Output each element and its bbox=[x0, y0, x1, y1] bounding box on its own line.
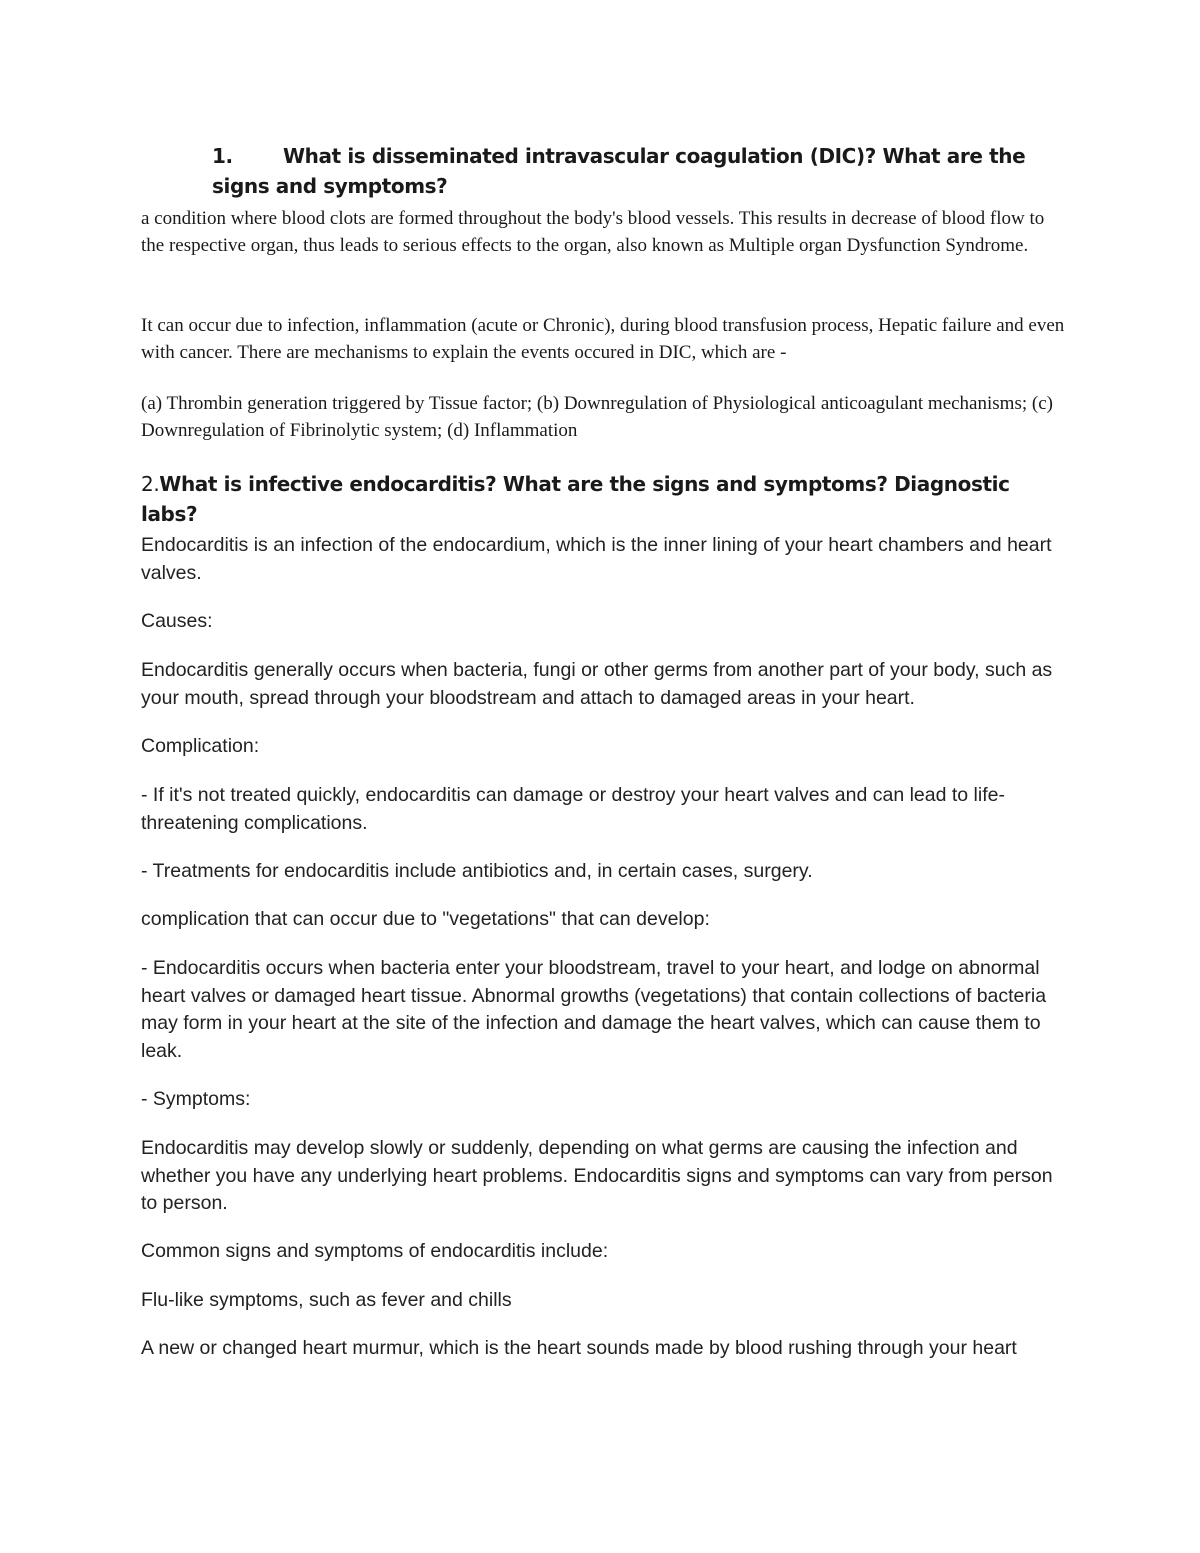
question-2-heading bbox=[141, 469, 1071, 529]
answer-2-causes-label: Causes: bbox=[141, 610, 213, 632]
answer-1-paragraph-mechanisms: (a) Thrombin generation triggered by Tissue factor; (b) Downregulation of Physiological anticoagulant mechanisms; (c) Downregulation of Fibrinolytic system; (d) Inflammation bbox=[141, 393, 1053, 441]
answer-1-paragraph-definition: a condition where blood clots are formed throughout the body's blood vessels. This results in decrease of blood flow to the respective organ, thus leads to serious effects to the organ, also known as Multiple organ Dysfunction Syndrome. bbox=[141, 208, 1045, 256]
answer-1-paragraph-causes: It can occur due to infection, inflammation (acute or Chronic), during blood transfusion process, Hepatic failure and even with cancer. There are mechanisms to explain the events occured in DIC, which are - bbox=[141, 315, 1065, 363]
answer-2-common-signs-label: Common signs and symptoms of endocarditis include: bbox=[141, 1240, 609, 1262]
answer-2-causes-text: Endocarditis generally occurs when bacteria, fungi or other germs from another part of your body, such as your mouth, spread through your bloodstream and attach to damaged areas in your heart. bbox=[141, 659, 1053, 709]
question-1-text: What is disseminated intravascular coagulation (DIC)? What are the signs and symptoms? bbox=[212, 144, 1026, 198]
answer-2-treatment-item: - Treatments for endocarditis include antibiotics and, in certain cases, surgery. bbox=[141, 860, 813, 882]
question-1-heading bbox=[212, 141, 1072, 201]
answer-2-vegetations-text: - Endocarditis occurs when bacteria enter your bloodstream, travel to your heart, and lodge on abnormal heart valves or damaged heart tissue. Abnormal growths (vegetations) that contain collections of bacteria may form in your heart at the site of the infection and damage the heart valves, which can cause them to leak. bbox=[141, 957, 1047, 1062]
question-1-number: 1. bbox=[212, 144, 233, 168]
answer-2-complication-label: Complication: bbox=[141, 735, 260, 757]
question-2-text: What is infective endocarditis? What are the signs and symptoms? Diagnostic labs? bbox=[141, 472, 1010, 526]
answer-2-symptoms-label: - Symptoms: bbox=[141, 1088, 251, 1110]
answer-2-sign-flu-like: Flu-like symptoms, such as fever and chills bbox=[141, 1289, 512, 1311]
answer-2-definition: Endocarditis is an infection of the endocardium, which is the inner lining of your heart chambers and heart valves. bbox=[141, 534, 1052, 584]
question-2-number: 2. bbox=[141, 472, 160, 496]
answer-2-symptoms-text: Endocarditis may develop slowly or suddenly, depending on what germs are causing the infection and whether you have any underlying heart problems. Endocarditis signs and symptoms can vary from person to person. bbox=[141, 1137, 1053, 1214]
answer-2-sign-heart-murmur: A new or changed heart murmur, which is the heart sounds made by blood rushing through your heart bbox=[141, 1337, 1017, 1359]
answer-2-complication-item: - If it's not treated quickly, endocarditis can damage or destroy your heart valves and can lead to life-threatening complications. bbox=[141, 784, 1005, 834]
answer-2-vegetations-label: complication that can occur due to "vegetations" that can develop: bbox=[141, 908, 710, 930]
